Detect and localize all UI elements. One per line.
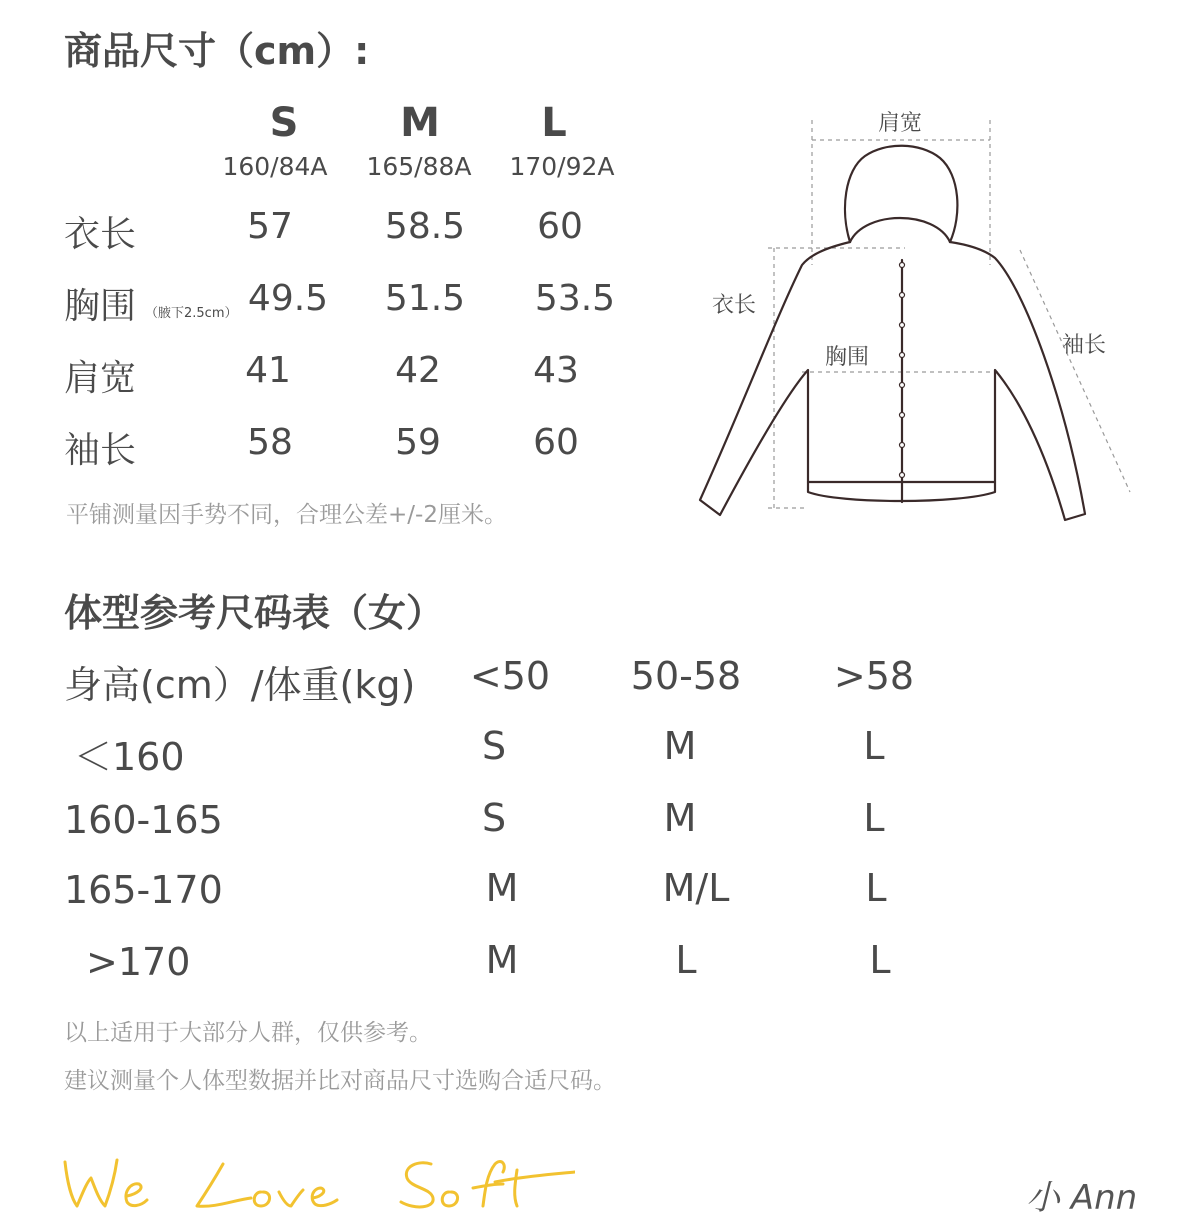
weight-col-3: >58: [833, 654, 915, 698]
height-row-4: >170: [86, 940, 191, 984]
size-sub-m: 165/88A: [366, 152, 472, 181]
weight-col-1: <50: [469, 654, 551, 698]
cell-sleeve-s: 58: [247, 422, 293, 463]
product-size-title: 商品尺寸（cm）:: [64, 29, 370, 73]
cell-chest-s: 49.5: [247, 278, 329, 319]
body-size-note-2: 建议测量个人体型数据并比对商品尺寸选购合适尺码。: [64, 1068, 616, 1094]
body-cell-4-2: L: [675, 938, 697, 982]
size-sub-l: 170/92A: [509, 152, 615, 181]
row-label-shoulder: 肩宽: [64, 358, 137, 399]
cell-length-s: 57: [247, 206, 293, 247]
size-header-m: M: [400, 100, 440, 146]
row-label-chest: 胸围: [64, 286, 137, 327]
body-cell-3-3: L: [865, 866, 887, 910]
cell-length-l: 60: [537, 206, 583, 247]
cell-sleeve-l: 60: [533, 422, 579, 463]
cell-shoulder-s: 41: [245, 350, 291, 391]
diagram-label-sleeve: 袖长: [1062, 333, 1107, 358]
cell-shoulder-m: 42: [395, 350, 441, 391]
cell-sleeve-m: 59: [395, 422, 441, 463]
body-cell-1-1: S: [481, 724, 507, 768]
body-cell-4-3: L: [869, 938, 891, 982]
signature-logo: [55, 1150, 575, 1212]
body-cell-3-1: M: [485, 866, 519, 910]
height-row-3: 165-170: [64, 868, 223, 912]
sleeve-guide: [1020, 250, 1130, 492]
height-row-1: ＜160: [74, 735, 185, 779]
measure-guides: [768, 120, 1130, 510]
size-header-s: S: [269, 100, 299, 146]
weight-col-2: 50-58: [630, 654, 742, 698]
body-cell-2-1: S: [481, 796, 507, 840]
hoodie-outline: [700, 146, 1085, 520]
body-cell-4-1: M: [485, 938, 519, 982]
cell-chest-l: 53.5: [534, 278, 616, 319]
diagram-label-shoulder: 肩宽: [878, 111, 923, 136]
product-size-footnote: 平铺测量因手势不同，合理公差+/-2厘米。: [66, 502, 507, 528]
hoodie-diagram: [690, 100, 1150, 540]
row-label-length: 衣长: [64, 214, 137, 255]
cell-length-m: 58.5: [384, 206, 466, 247]
body-size-header: 身高(cm）/体重(kg): [64, 663, 416, 707]
brand-name: 小 Ann: [1026, 1178, 1138, 1218]
body-size-title: 体型参考尺码表（女）: [64, 591, 445, 635]
body-cell-2-2: M: [663, 796, 697, 840]
body-size-note-1: 以上适用于大部分人群，仅供参考。: [64, 1020, 432, 1046]
size-header-l: L: [541, 100, 567, 146]
diagram-label-chest: 胸围: [825, 345, 870, 370]
body-cell-1-2: M: [663, 724, 697, 768]
row-label-sleeve: 袖长: [64, 430, 137, 471]
diagram-label-length: 衣长: [712, 293, 757, 318]
cell-chest-m: 51.5: [384, 278, 466, 319]
body-outline: [700, 242, 1085, 520]
body-cell-3-2: M/L: [662, 866, 730, 910]
body-cell-1-3: L: [863, 724, 885, 768]
row-note-chest: （腋下2.5cm）: [145, 306, 238, 321]
cell-shoulder-l: 43: [533, 350, 579, 391]
hood-opening: [850, 218, 950, 242]
body-cell-2-3: L: [863, 796, 885, 840]
size-sub-s: 160/84A: [222, 152, 328, 181]
height-row-2: 160-165: [64, 798, 223, 842]
